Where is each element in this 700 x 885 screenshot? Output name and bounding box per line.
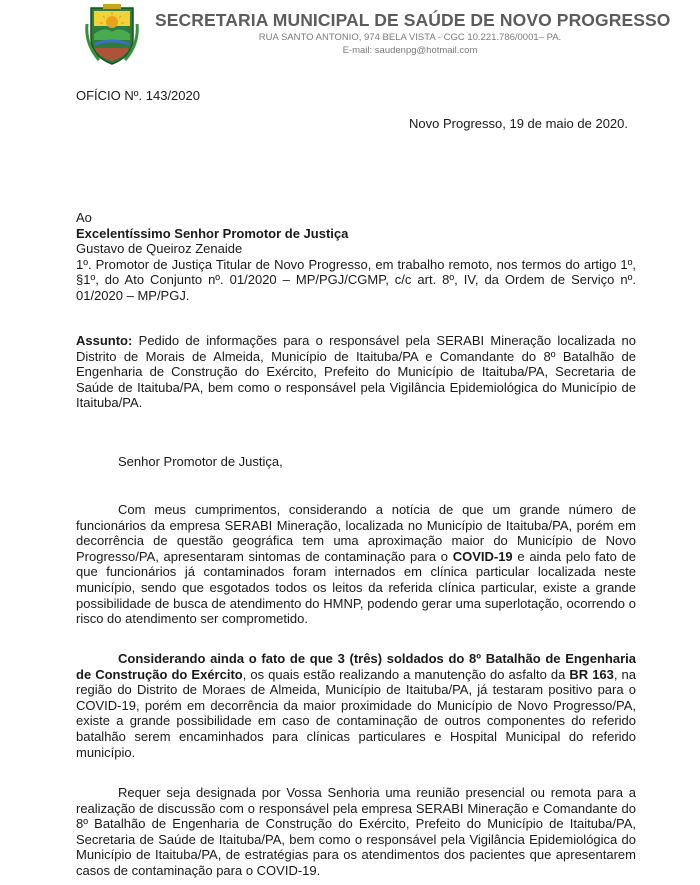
p2-text-b: , os quais estão realizando a manutenção do asfalto da <box>242 666 570 682</box>
addressee-block <box>76 210 636 303</box>
letterhead-title: SECRETARIA MUNICIPAL DE SAÚDE DE NOVO PROGRESSO <box>155 10 671 30</box>
letterhead-address: RUA SANTO ANTONIO, 974 BELA VISTA - CGC 10.221.786/0001– PA. <box>258 32 562 43</box>
document-date: Novo Progresso, 19 de maio de 2020. <box>409 116 628 131</box>
body-paragraph-3: Requer seja designada por Vossa Senhoria uma reunião presencial ou remota para a realização de discussão com o responsável pela empresa SERABI Mineração e Comandante do 8º Batalhão de Engenharia de Construção do Exército, Prefeito do Município de Itaituba/PA, Secretaria de Saúde de Itaituba/PA, bem como o responsável pela Vigilância Epidemiológica do Município de Itaituba/PA, de estratégias para os atendimentos dos pacientes que apresentarem casos de contaminação para o COVID-19. <box>76 785 636 878</box>
p2-text-d: , na região do Distrito de Moraes de Almeida, Município de Itaituba/PA, já testaram positivo para o COVID-19, porém em decorrência da maior proximidade do Município de Novo Progresso/PA, existe a grande possibilidade em caso de contaminação de outros componentes do referido batalhão serem encaminhados para clínicas particulares e Hospital Municipal do referido município. <box>76 666 637 760</box>
subject-paragraph <box>76 333 636 411</box>
subject-text: Pedido de informações para o responsável pela SERABI Mineração localizada no Distrito de Morais de Almeida, Município de Itaituba/PA e Comandante do 8º Batalhão de Engenharia de Construção do Exército, Prefeito do Município de Itaituba/PA, Secretaria de Saúde de Itaituba/PA, bem como o responsável pela Vigilância Epidemiológica do Município de Itaituba/PA. <box>76 333 636 410</box>
addressee-title: Excelentíssimo Senhor Promotor de Justiça <box>76 225 349 241</box>
oficio-number: OFÍCIO Nº. 143/2020 <box>76 88 200 103</box>
p2-text-br163: BR 163 <box>569 666 614 682</box>
body-paragraph-1 <box>76 502 636 627</box>
salutation: Senhor Promotor de Justiça, <box>118 454 283 469</box>
letterhead-email: E-mail: saudenpg@hotmail.com <box>342 45 478 56</box>
p2-text-a: Considerando ainda o fato de que 3 (três) soldados do 8º Batalhão de Engenharia de Construção do Exército <box>76 651 636 682</box>
addressee-line-ao: Ao <box>76 210 92 225</box>
p1-text-c: e ainda pelo fato de que funcionários já contaminados foram internados em clínica particular localizada neste município, sendo que esgotados todos os leitos da referida clínica particular, existe a grande possibilidade de busca de atendimento do HMNP, podendo gerar uma superlotação, ocorrendo o risco do atendimento ser comprometido. <box>76 548 636 627</box>
body-paragraph-2 <box>76 651 636 760</box>
p1-text-covid: COVID-19 <box>452 548 513 564</box>
addressee-name: Gustavo de Queiroz Zenaide <box>76 241 243 256</box>
p1-text-a: Com meus cumprimentos, considerando a notícia de que um grande número de funcionários da empresa SERABI Mineração, localizada no Município de Itaituba/PA, porém em decorrência de questão geográfica tem uma aproximação maior do Município de Novo Progresso/PA, apresentaram sintomas de contaminação para o <box>76 502 636 564</box>
subject-label: Assunto: <box>76 333 133 348</box>
municipal-coat-of-arms-icon <box>83 4 141 66</box>
addressee-role: 1º. Promotor de Justiça Titular de Novo Progresso, em trabalho remoto, nos termos do artigo 1º, §1º, do Ato Conjunto nº. 01/2020 – MP/PGJ/CGMP, c/c art. 8º, IV, da Ordem de Serviço nº. 01/2020 – MP/PGJ. <box>76 256 636 303</box>
